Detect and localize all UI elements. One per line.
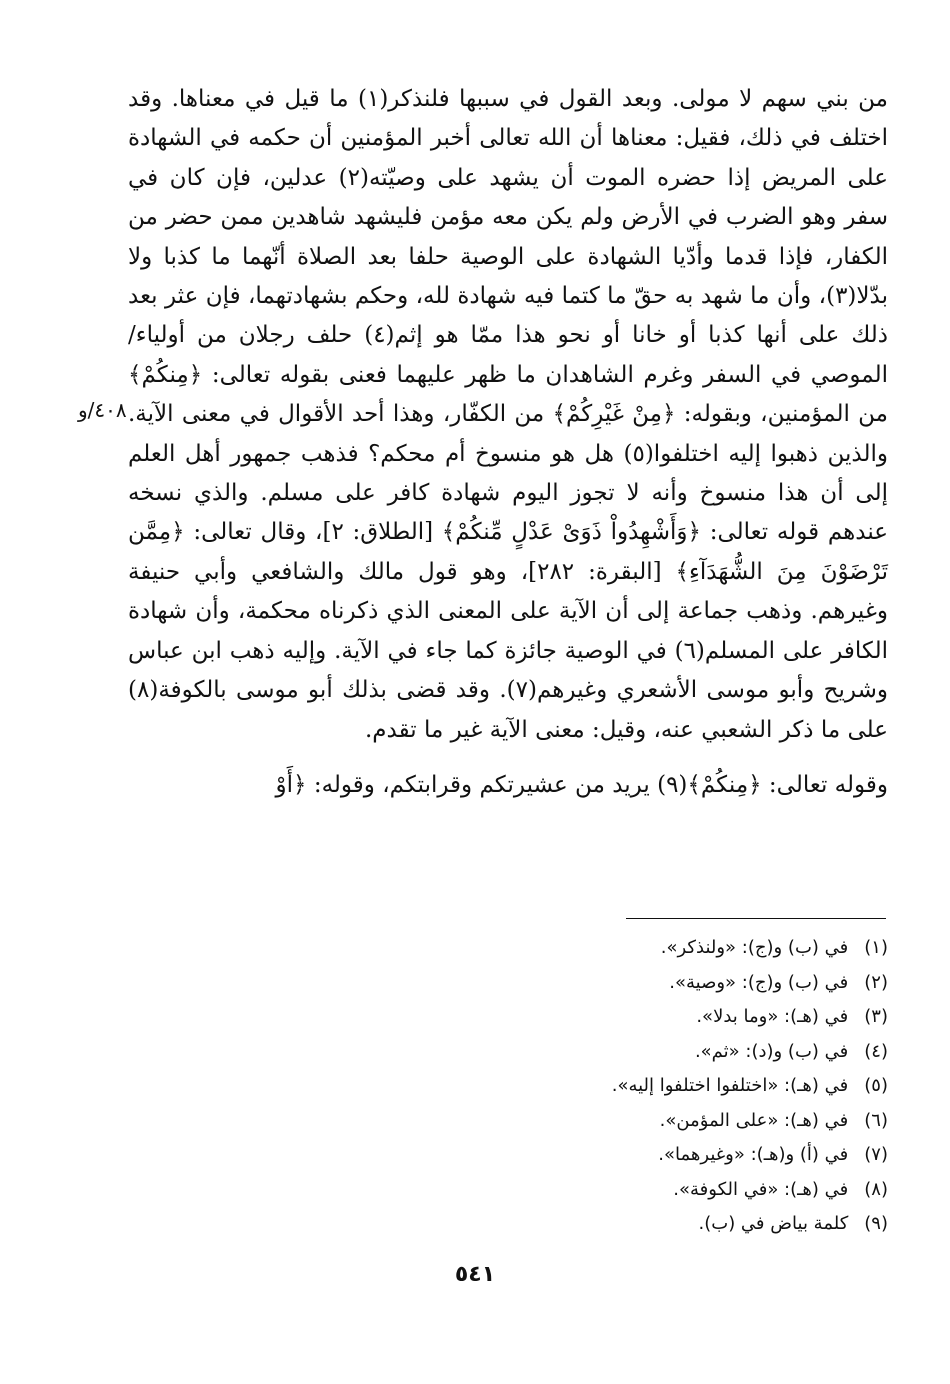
footnote-text: في (هـ): «اختلفوا اختلفوا إليه». [611,1075,849,1096]
footnote-number: (١) [864,937,888,958]
footnote-text: في (أ) و(هـ): «وغيرهما». [658,1144,849,1165]
footnote-number: (٤) [864,1040,888,1062]
footnotes [368,931,888,1242]
body-paragraph: وقوله تعالى: ﴿مِنكُمْ﴾(٩) يريد من عشيرتكم وقرابتكم، وقوله: ﴿أَوْ [275,771,888,798]
footnote-text: في (ب) و(ج): «وصية». [669,971,849,993]
footnote-item [368,1000,888,1035]
footnote-number: (٩) [864,1213,888,1234]
footnote-number: (٥) [864,1075,888,1096]
manuscript-folio-marker: ٤٠٨/و [78,398,127,422]
footnote-number: (٣) [864,1006,888,1027]
footnote-item [368,1035,888,1070]
footnote-item [368,931,888,966]
footnote-number: (٦) [864,1109,888,1131]
footnote-text: في (هـ): «وما بدلا». [696,1006,849,1027]
footnote-number: (٢) [864,971,888,993]
main-text [128,80,888,805]
page-number: ٥٤١ [454,1262,496,1287]
footnote-text: في (هـ): «في الكوفة». [673,1178,849,1200]
footnote-item [368,1207,888,1242]
footnote-text: في (هـ): «على المؤمن». [659,1109,849,1131]
footnote-divider [626,918,886,919]
footnote-text: في (ب) و(د): «ثم». [694,1040,849,1062]
footnote-text: في (ب) و(ج): «ولنذكر». [660,937,849,958]
footnote-item [368,1104,888,1139]
footnote-item [368,1173,888,1208]
footnote-item [368,1069,888,1104]
footnote-text: كلمة بياض في (ب). [698,1213,849,1234]
footnote-item [368,966,888,1001]
footnote-number: (٧) [864,1144,888,1165]
body-paragraph: من بني سهم لا مولى. وبعد القول في سببها فلنذكر(١) ما قيل في معناها. وقد اختلف في ذلك، فقيل: معناها أن الله تعالى أخبر المؤمنين أن حكمه في الشهادة على المريض إذا حضره الموت أن يشهد على وصيّته(٢) عدلين، فإن كان في سفر وهو الضرب في الأرض ولم يكن معه مؤمن فليشهد شاهدين ممن حضر من الكفار، فإذا قدما وأدّيا الشهادة على الوصية حلفا بعد الصلاة أنّهما ما كذبا ولا بدّلا(٣)، وأن ما شهد به حقّ ما كتما فيه شهادة لله، وحكم بشهادتهما، فإن عثر بعد ذلك على أنها كذبا أو خانا أو نحو هذا ممّا هو إثم(٤) حلف رجلان من أولياء/ الموصي في السفر وغرم الشاهدان ما ظهر عليهما فعنى بقوله تعالى: ﴿مِنكُمْ﴾ من المؤمنين، وبقوله: ﴿مِنْ غَيْرِكُمْ﴾ من الكفّار، وهذا أحد الأقوال في معنى الآية. والذين ذهبوا إليه اختلفوا(٥) هل هو منسوخ أم محكم؟ فذهب جمهور أهل العلم إلى أن هذا منسوخ وأنه لا تجوز اليوم شهادة كافر على مسلم. والذي نسخه عندهم قوله تعالى: ﴿وَأَشْهِدُواْ ذَوَىْ عَدْلٍ مِّنكُمْ﴾ [الطلاق: ٢]، وقال تعالى: ﴿مِمَّن تَرْضَوْنَ مِنَ الشُّهَدَآءِ﴾ [البقرة: ٢٨٢]، وهو قول مالك والشافعي وأبي حنيفة وغيرهم. وذهب جماعة إلى أن الآية على المعنى الذي ذكرناه محكمة، وأن شهادة الكافر على المسلم(٦) في الوصية جائزة كما جاء في الآية. وإليه ذهب ابن عباس وشريح وأبو موسى الأشعري وغيرهم(٧). وقد قضى بذلك أبو موسى بالكوفة(٨) على ما ذكر الشعبي عنه، وقيل: معنى الآية غير ما تقدم. [128,86,889,743]
footnote-item [368,1138,888,1173]
footnote-number: (٨) [864,1178,888,1200]
